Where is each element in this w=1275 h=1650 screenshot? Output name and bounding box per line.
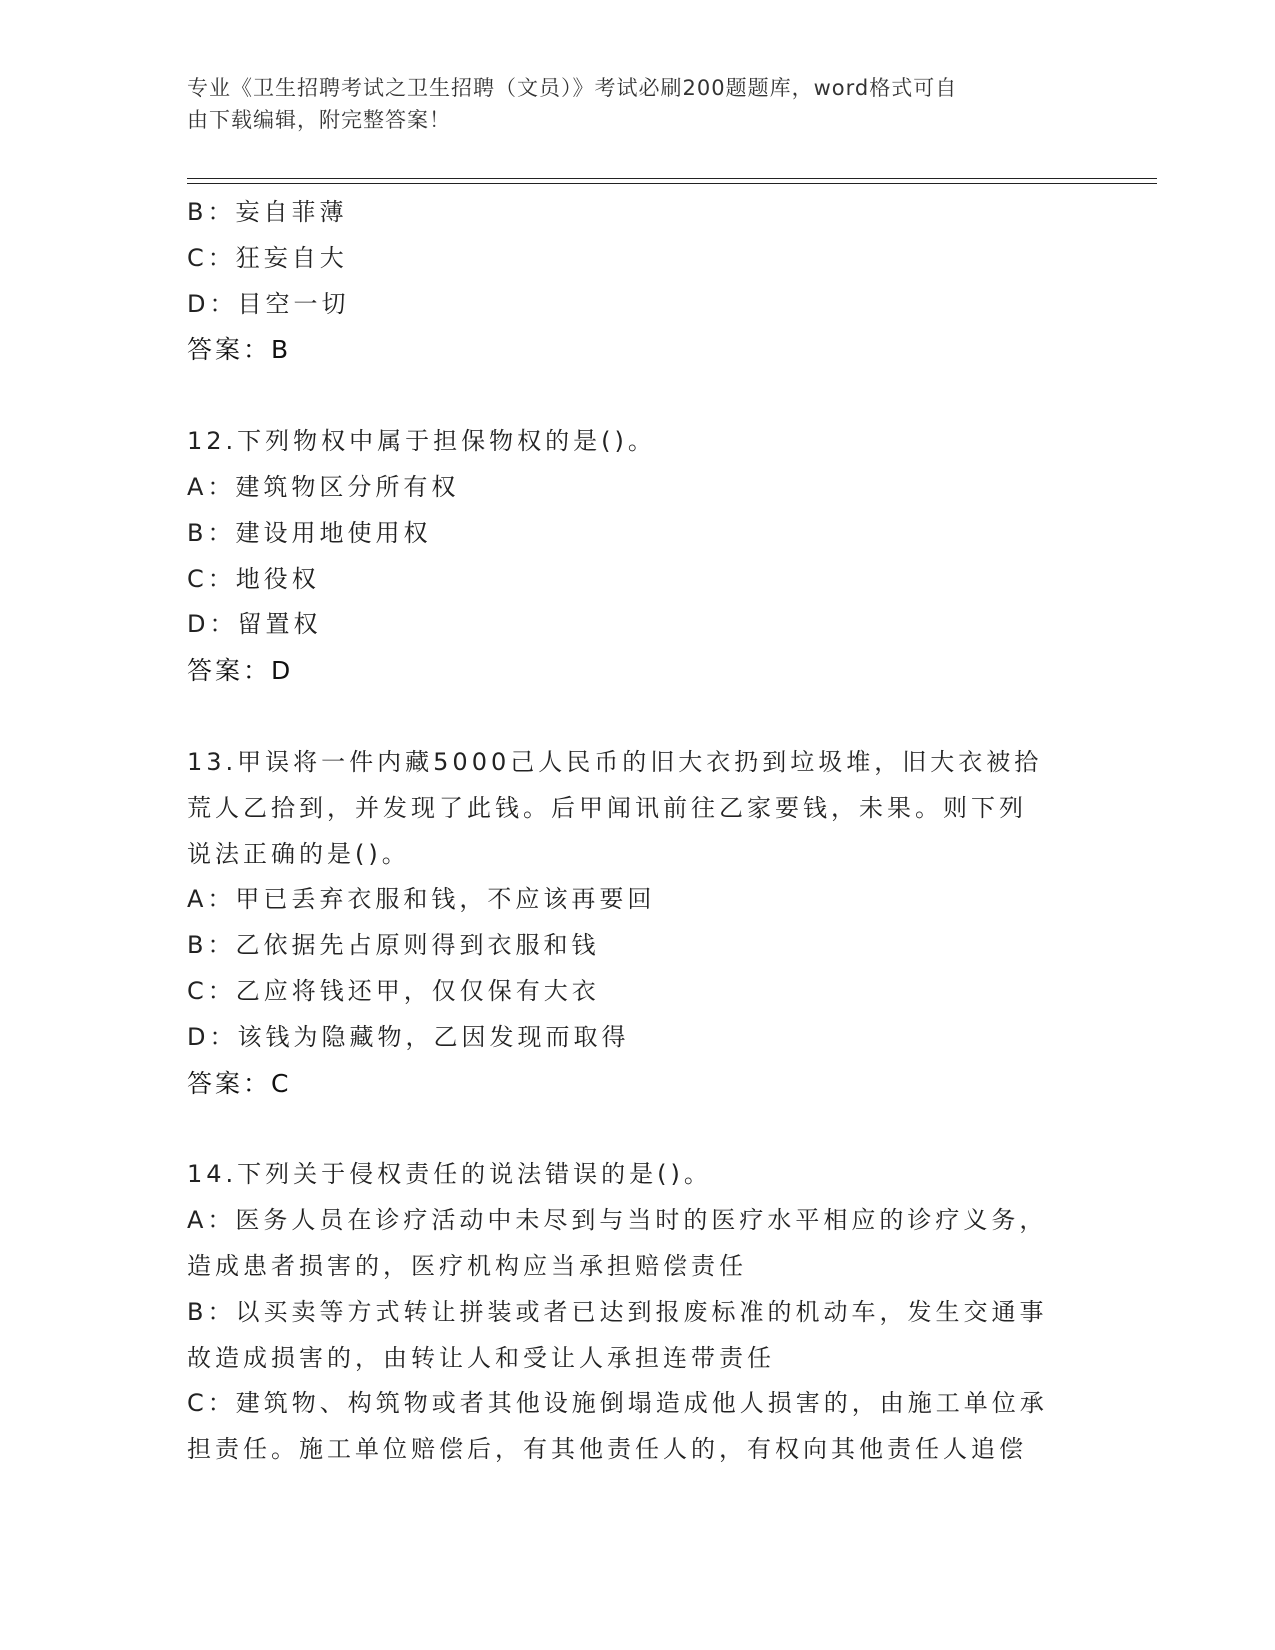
- option-b: B：建设用地使用权: [187, 518, 432, 547]
- option-d: D：该钱为隐藏物，乙因发现而取得: [187, 1022, 630, 1051]
- answer-label: 答案：D: [187, 656, 294, 686]
- option-c: [187, 1381, 1087, 1473]
- option-b: B：妄自菲薄: [187, 198, 348, 226]
- question-stem-line-1: 13.甲误将一件内藏5000己人民币的旧大衣扔到垃圾堆，旧大衣被拾: [187, 747, 1043, 776]
- option-b-line-1: B：以买卖等方式转让拼装或者已达到报废标准的机动车，发生交通事: [187, 1297, 1048, 1326]
- question-stem-line-3: 说法正确的是()。: [187, 839, 410, 868]
- answer-label: 答案：C: [187, 1068, 292, 1098]
- spacer: [187, 373, 1087, 419]
- header-line-1: 专业《卫生招聘考试之卫生招聘（文员）》考试必刷200题题库，word格式可自: [187, 76, 958, 100]
- question-13: [187, 740, 1087, 1106]
- option-a-line-1: A：医务人员在诊疗活动中未尽到与当时的医疗水平相应的诊疗义务，: [187, 1206, 1048, 1235]
- option-d: D：目空一切: [187, 289, 350, 318]
- spacer: [187, 1106, 1087, 1152]
- option-b: B：乙依据先占原则得到衣服和钱: [187, 931, 600, 960]
- option-a: A：甲已丢弃衣服和钱，不应该再要回: [187, 885, 656, 914]
- question-stem: 12.下列物权中属于担保物权的是()。: [187, 427, 656, 456]
- header-rule-bottom: [187, 183, 1157, 184]
- option-c-line-1: C：建筑物、构筑物或者其他设施倒塌造成他人损害的，由施工单位承: [187, 1389, 1048, 1418]
- question-stem-line-2: 荒人乙拾到，并发现了此钱。后甲闻讯前往乙家要钱，未果。则下列: [187, 793, 1027, 822]
- answer-label: 答案：B: [187, 335, 292, 365]
- spacer: [187, 694, 1087, 740]
- question-11-continued: [187, 190, 1087, 373]
- option-c-line-2: 担责任。施工单位赔偿后，有其他责任人的，有权向其他责任人追偿: [187, 1435, 1027, 1464]
- question-14: [187, 1152, 1087, 1473]
- option-d: D：留置权: [187, 610, 322, 639]
- option-c: C：乙应将钱还甲，仅仅保有大衣: [187, 976, 600, 1005]
- document-header: [187, 72, 1067, 136]
- option-a: A：建筑物区分所有权: [187, 472, 460, 501]
- option-c: C：地役权: [187, 564, 320, 593]
- header-rule-top: [187, 178, 1157, 179]
- header-line-2: 由下载编辑，附完整答案！: [187, 108, 451, 132]
- option-a: [187, 1198, 1087, 1290]
- question-stem: 14.下列关于侵权责任的说法错误的是()。: [187, 1160, 712, 1189]
- option-c: C：狂妄自大: [187, 243, 348, 272]
- option-a-line-2: 造成患者损害的，医疗机构应当承担赔偿责任: [187, 1251, 747, 1280]
- option-b: [187, 1290, 1087, 1382]
- question-12: [187, 419, 1087, 694]
- option-b-line-2: 故造成损害的，由转让人和受让人承担连带责任: [187, 1343, 775, 1372]
- question-content: [187, 190, 1087, 1473]
